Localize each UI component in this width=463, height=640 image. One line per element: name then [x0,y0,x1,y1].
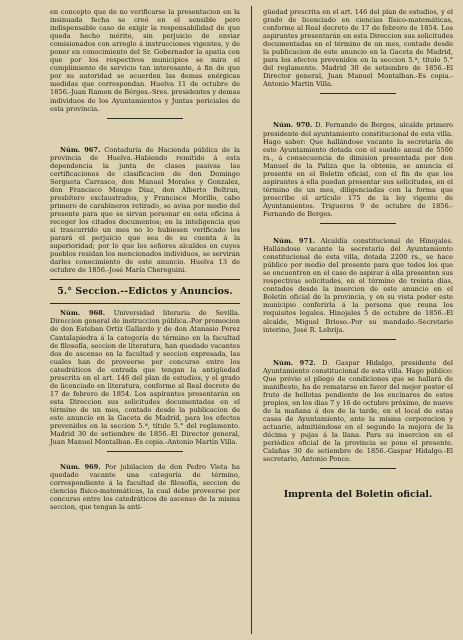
notice-969-continuation [263,8,453,88]
divider [320,223,396,224]
section-title: 5.° Seccion.--Edictos y Anuncios. [57,286,233,298]
notice-number: Núm. 972. [273,358,316,367]
notice-number: Núm. 970. [273,121,313,130]
divider [320,93,396,94]
divider [320,468,396,469]
printer-imprint: Imprenta del Boletin oficial. [283,489,433,501]
notice-text: Contaduría de Hacienda pública de la provincia de Huelva.-Habiendo remitido á esta dependencia la junta de clases pasivas las certificaciones de clasificacion de don Domingo Sergueta Carrasco, don Manuel Morales y Gonzalez, don Francisco Monge Diaz, don Alberto Beltran, presbítero exclaustrados, y Francisco Morillo, cabo primero de carabineros retirado, se avisa por medio del presente para que se sirvan personar en esta oficina á recoger los citados documentos; en la inteligencia que si trascurrido un mes no lo hubiesen verificado los parará el perjuicio que sea de su cuenta á la superioridad; por lo que los señores alcaldes en cuyos pueblos residan los mencionados individuos, se servirán darles conocimiento de este anuncio. Huelva 13 de octubre de 1856.-José María Chereguini. [50,145,240,275]
notice-text: en concepto que de no verificarse la presentacion en la insinuada fecha se creé en el sensible pero indispensable caso de exigir la responsabilidad de que queda hecho mérito, sin perjuicio de enviar comisionados con arreglo á instrucciones vigentes, y de poner en conocimiento del Sr. Gobernador la apatia con que por los respectivos municipios se mira el cumplimiento de servicio tan interesante, á fin de que por su autoridad se acuerden las demas enérgicas medidas que correspondan. Huelva 11 de octubre de 1856.-Juan Ramon de Bérges.-Sres. presidentes y demas individuos de los Ayuntamientos y Juntas periciales de esta provincia. [50,8,240,113]
left-column [50,8,240,511]
divider [50,279,240,280]
notice-continuation [50,8,240,113]
notice-text: Universidad literaria de Sevilla. Direccion general de instruccion pública.-Por promocion de don Esteban Ortiz Gallardo y de don Atanasio Perez Cantalapiedra á la categoría de término en la facultad de filosofía, seccion de literatura, han quedado vacantes dos de ascenso en la facultad y seccion expresada, las cuales han de proveerse por concurso entre los catedráticos de entrada que tengan la antigüedad prescrita en el art. 146 del plan de estudios, y el grado de licenciado en literatura, conforme al Real decreto de 17 de febrero de 1854. Los aspirantes presentarán en esta Direccion sus solicitudes documentadas en el término de un mes, contado desde la publicacion de este anuncio en la Gaceta de Madrid, para los efectos prevenidos en la seccion 5.ª, título 5.° del reglamento. Madrid 30 de setiembre de 1856.-El Director general, Juan Manuel Montalban.-Es copia.-Antonio Martin Villa. [50,309,240,447]
divider [107,451,183,452]
right-column [263,8,453,501]
notice-969 [50,463,240,511]
notice-971 [263,237,453,334]
notice-text: D. Fernando de Berges, alcalde primero presidente del ayuntamiento constitucional de esta villa. Hago saber: Que hallándose vacante la secretaría de este Ayuntamiento dotada con el sueldo anual de 5500 rs., á consecuencia de dimision presentada por don Manuel de la Paliza que la obtenia, se anuncia el presente en el Boletin oficial, con el fin de que los aspirantes á ella puedan presentar sus solicitudes, en el término de un mes, diligenciadas con la forma que prescribe el artículo 175 de la ley vigente de Ayuntamientos. Trigueros 9 de octubre de 1856.-Fernando de Berges. [263,121,453,218]
notice-number: Núm. 967. [60,145,101,154]
notice-970 [263,121,453,218]
notice-967 [50,146,240,275]
notice-number: Núm. 971. [273,237,315,246]
notice-972 [263,359,453,464]
notice-text: D. Gaspar Hidalgo, presidente del Ayuntamiento constitucional de esta villa. Hago público: Que prévio el pliego de condiciones que se hallará de manifiesto, ha de rematarse en favor del mejor postor el fruto de bellotas pendiente de los encinares de estos propios, en los dias 7 y 16 de octubre próximo, de nueve de la mañana á dos de la tarde, en el local de estas casas de Ayuntamiento, ante la misma corporacion y actuario, admitiéndose en el segundo la mejora de la décima y pujas á la llana. Para su insercion en el periódico oficial de la provincia se pone el presente. Calañas 30 de setiembre de 1856.-Gaspar Hidalgo.-El secretario, Antonio Ponce. [263,358,453,464]
notice-text: Por jubilacion de don Pedro Vieta ha quedado vacante una categoría de término, correspondiente á la facultad de filosofía, seccion de ciencias físico-matemáticas, la cual debe proveerse por concurso entre los catedráticos de ascenso de la misma seccion, que tengan la anti- [50,463,240,512]
divider [320,339,396,340]
column-rule [251,6,252,634]
divider [107,118,183,119]
notice-number: Núm. 968. [60,309,106,318]
divider [50,303,240,304]
notice-number: Núm. 969. [60,463,101,472]
notice-text: Alcaldía constitucional de Hinojales. Hallándose vacante la secretaría del Ayuntamiento constitucional de esta villa, dotada 2200 rs., se hace público por medio del presente para que todos los que se encuentren en el caso de aspirar á ella presenten sus respectivas solicitudes, en el término de treinta dias, contados desde la insercion de este anuncio en el Boletin oficial de la provincia, y en su vista poder este municipio conferirla á la persona que reuna los requisitos legales. Hinojales 5 de octubre de 1856.-El alcalde, Miguel Brioso.-Por su mandado.-Secretario interino, José R. Lebrija. [263,237,453,334]
notice-text: güedad prescrita en el art. 146 del plan de estudios, y el grado de licenciado en ciencias físico-matemáticas, conforme al Real decreto de 17 de febrero de 1854. Los aspirantes presentarán en esta Direccion sus solicitudes documentadas en el término de un mes, contado desde la publicacion de este anuncio en la Gaceta de Madrid, para los efectos prevenidos en la seccion 5.ª, título 5.° del reglamento. Madrid 30 de setiembre de 1856.-El Director general, Juan Manuel Montalban.-Es copia.-Antonio Martin Villa. [263,8,453,89]
notice-968 [50,309,240,446]
